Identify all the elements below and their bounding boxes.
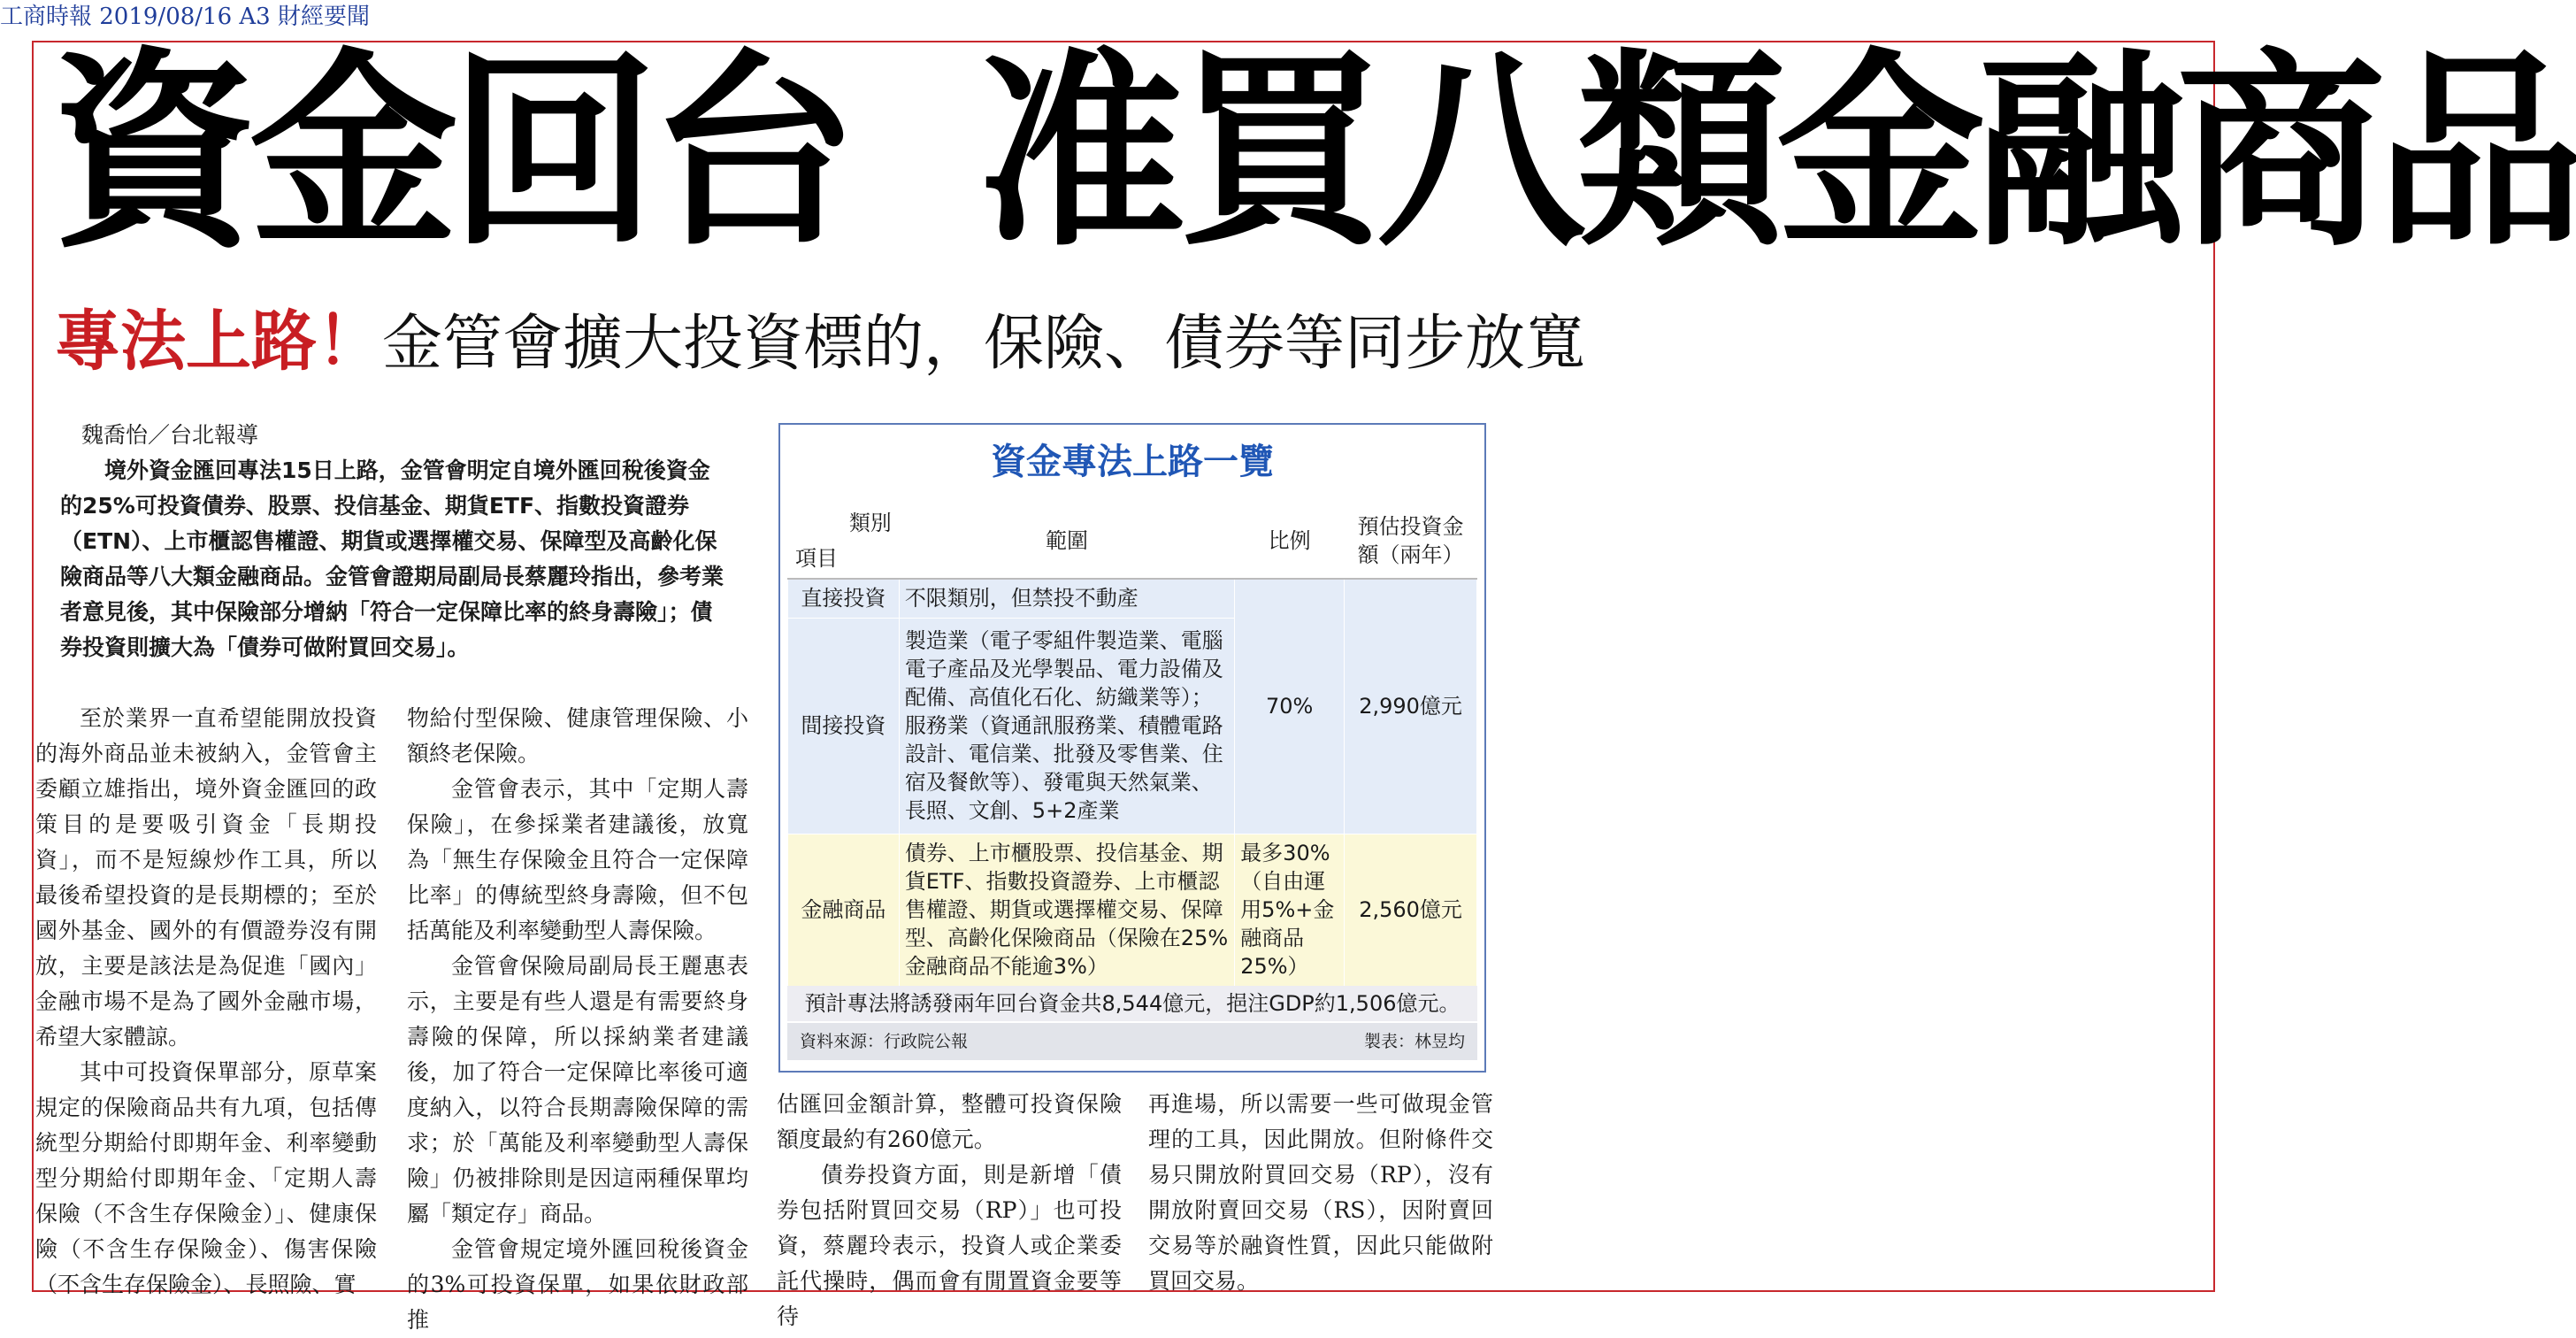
subheadline-text: 金管會擴大投資標的，保險、債券等同步放寬 <box>382 309 1586 379</box>
row-estimate: 2,990億元 <box>1345 579 1477 834</box>
row-ratio: 最多30%（自由運用5%+金融商品25%） <box>1235 834 1345 986</box>
header-estimate: 預估投資金額（兩年） <box>1345 504 1477 580</box>
body-column-1 <box>35 701 377 1297</box>
paragraph: 再進場，所以需要一些可做現金管理的工具，因此開放。但附條件交易只開放附買回交易（RP），沒有開放附賣回交易（RS），因附賣回交易等於融資性質，因此只能做附買回交易。 <box>1148 1091 1493 1294</box>
infobox-title: 資金專法上路一覽 <box>991 442 1274 482</box>
subheadline <box>55 297 1585 386</box>
row-item: 金融商品 <box>788 834 900 986</box>
subheadline-highlight: 專法上路！ <box>55 304 382 380</box>
infobox-source: 資料來源：行政院公報 <box>800 1032 969 1051</box>
byline: 魏喬怡／台北報導 <box>81 422 259 448</box>
masthead: 工商時報 2019/08/16 A3 財經要聞 <box>0 4 370 30</box>
row-item: 間接投資 <box>788 618 900 834</box>
header-category-item <box>788 504 900 580</box>
lead-text: 境外資金匯回專法15日上路，金管會明定自境外匯回稅後資金的25%可投資債券、股票、投信基金、期貨ETF、指數投資證券（ETN）、上市櫃認售權證、期貨或選擇權交易、保障型及高齡化保險商品等八大類金融商品。金管會證期局副局長蔡麗玲指出，參考業者意見後，其中保險部分增納「符合一定保障比率的終身壽險」；債券投資則擴大為「債券可做附買回交易」。 <box>60 458 724 660</box>
infobox-footer <box>787 1023 1477 1060</box>
infobox-credit: 製表：林昱均 <box>1363 1032 1465 1051</box>
paragraph: 金管會表示，其中「定期人壽保險」，在參採業者建議後，放寬為「無生存保險金且符合一定保障比率」的傳統型終身壽險，但不包括萬能及利率變動型人壽保險。 <box>407 776 748 943</box>
table-row <box>788 579 1477 618</box>
infobox-table <box>787 503 1477 987</box>
row-item: 直接投資 <box>788 579 900 618</box>
row-scope: 製造業（電子零組件製造業、電腦電子產品及光學製品、電力設備及配備、高值化石化、紡織業等）；服務業（資通訊服務業、積體電路設計、電信業、批發及零售業、住宿及餐飲等）、發電與天然氣業、長照、文創、5+2產業 <box>899 618 1234 834</box>
body-column-3 <box>777 1087 1122 1329</box>
lead-paragraph <box>60 453 725 665</box>
paragraph: 金管會保險局副局長王麗惠表示，主要是有些人還是有需要終身壽險的保障，所以採納業者建議後，加了符合一定保障比率後可適度納入，以符合長期壽險保障的需求；於「萬能及利率變動型人壽保險」仍被排除則是因這兩種保單均屬「類定存」商品。 <box>407 953 748 1226</box>
paragraph: 債券投資方面，則是新增「債券包括附買回交易（RP）」也可投資，蔡麗玲表示，投資人或企業委託代操時，偶而會有閒置資金要等待 <box>777 1162 1122 1329</box>
infobox-note: 預計專法將誘發兩年回台資金共8,544億元，挹注GDP約1,506億元。 <box>787 986 1477 1021</box>
body-column-4 <box>1148 1087 1493 1292</box>
table-row <box>788 834 1477 986</box>
header-scope: 範圍 <box>899 504 1234 580</box>
header-item: 項目 <box>795 546 838 571</box>
row-scope: 債券、上市櫃股票、投信基金、期貨ETF、指數投資證券、上市櫃認售權證、期貨或選擇權交易、保障型、高齡化保險商品（保險在25%金融商品不能逾3%） <box>899 834 1234 986</box>
infobox <box>778 423 1486 1073</box>
paragraph: 物給付型保險、健康管理保險、小額終老保險。 <box>407 705 748 766</box>
row-ratio: 70% <box>1235 579 1345 834</box>
paragraph: 至於業界一直希望能開放投資的海外商品並未被納入，金管會主委顧立雄指出，境外資金匯回的政策目的是要吸引資金「長期投資」，而不是短線炒作工具，所以最後希望投資的是長期標的；至於國外基金、國外的有價證券沒有開放，主要是該法是為促進「國內」金融市場不是為了國外金融市場，希望大家體諒。 <box>35 705 377 1050</box>
body-column-2 <box>407 701 748 1333</box>
row-estimate: 2,560億元 <box>1345 834 1477 986</box>
header-ratio: 比例 <box>1235 504 1345 580</box>
paragraph: 金管會規定境外匯回稅後資金的3%可投資保單，如果依財政部推 <box>407 1236 748 1333</box>
paragraph: 估匯回金額計算，整體可投資保險額度最約有260億元。 <box>777 1091 1122 1152</box>
table-header-row <box>788 504 1477 580</box>
paragraph: 其中可投資保單部分，原草案規定的保險商品共有九項，包括傳統型分期給付即期年金、利率變動型分期給付即期年金、「定期人壽保險（不含生存保險金）」、健康保險（不含生存保險金）、傷害保險（不含生存保險金）、長照險、實 <box>35 1059 377 1297</box>
row-scope: 不限類別，但禁投不動產 <box>899 579 1234 618</box>
header-category: 類別 <box>848 511 892 535</box>
headline: 資金回台 准買八類金融商品 <box>50 31 2576 274</box>
